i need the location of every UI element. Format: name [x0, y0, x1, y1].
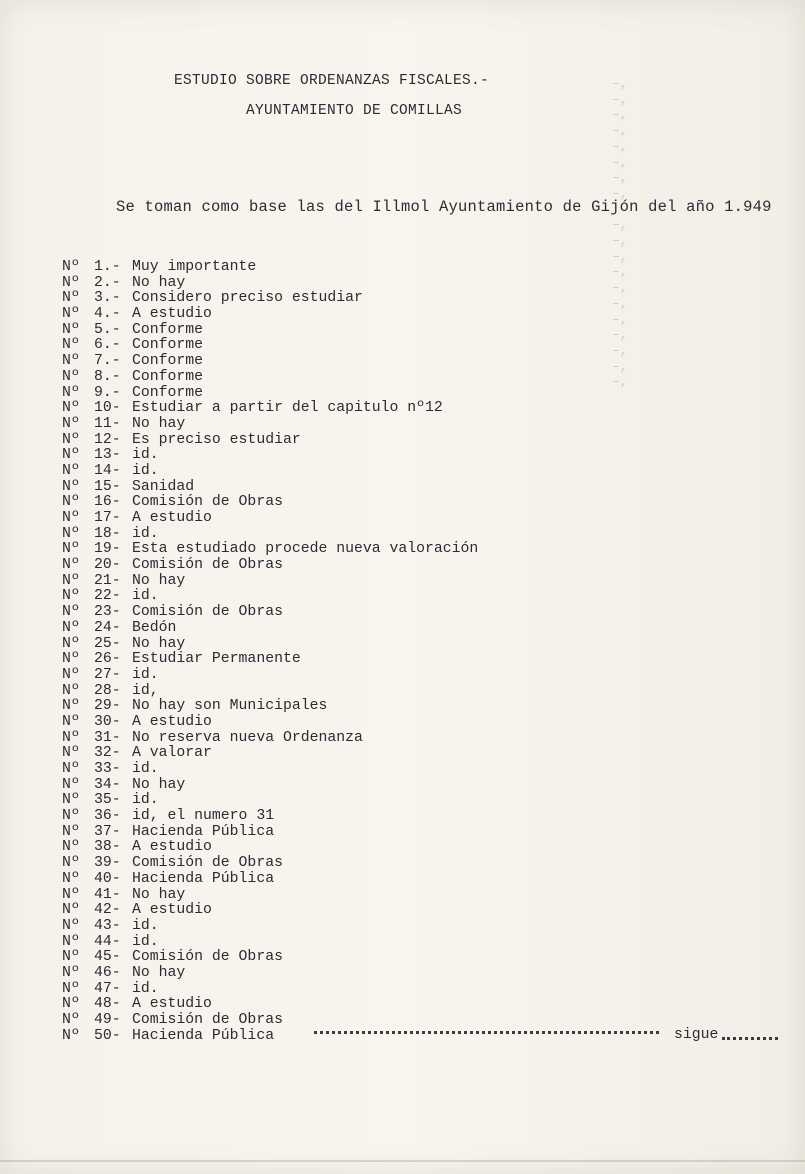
item-prefix: Nº	[62, 541, 80, 558]
item-text: Estudiar Permanente	[132, 651, 301, 668]
item-prefix: Nº	[62, 980, 80, 997]
list-item	[62, 872, 478, 888]
list-item	[62, 762, 478, 778]
item-prefix: Nº	[62, 462, 80, 479]
item-prefix: Nº	[62, 839, 80, 856]
item-text: id.	[132, 462, 159, 479]
item-text: id.	[132, 761, 159, 777]
item-text: No hay	[132, 572, 186, 589]
item-number: 31-	[94, 729, 121, 746]
item-text: Hacienda Pública	[132, 823, 275, 840]
list-item	[62, 731, 478, 747]
item-number: 43-	[94, 917, 121, 934]
list-item	[62, 354, 478, 370]
item-prefix: Nº	[62, 666, 80, 683]
item-prefix: Nº	[62, 964, 80, 981]
item-number: 37-	[94, 823, 121, 840]
item-text: Comisión de Obras	[132, 557, 283, 574]
intro-text: Se toman como base las del Illmol Ayuntamiento de Gijón del año 1.949	[116, 198, 772, 216]
list-item	[62, 935, 478, 951]
item-number: 22-	[94, 588, 121, 605]
list-item	[62, 652, 478, 668]
item-text: A estudio	[132, 902, 212, 919]
list-item	[62, 527, 478, 543]
list-item	[62, 684, 478, 700]
list-item	[62, 825, 478, 841]
item-prefix: Nº	[62, 494, 80, 511]
list-item	[62, 668, 478, 684]
list-item	[62, 291, 478, 307]
item-number: 40-	[94, 870, 121, 887]
list-item	[62, 888, 478, 904]
item-text: Conforme	[132, 321, 204, 338]
item-text: Hacienda Pública	[132, 870, 275, 887]
item-text: Comisión de Obras	[132, 949, 283, 966]
item-text: Comisión de Obras	[132, 604, 283, 621]
item-number: 19-	[94, 541, 121, 558]
item-number: 20-	[94, 557, 121, 574]
item-number: 4.-	[94, 306, 121, 323]
item-number: 33-	[94, 761, 121, 777]
item-text: Comisión de Obras	[132, 494, 283, 511]
item-prefix: Nº	[62, 1027, 80, 1044]
item-number: 7.-	[94, 353, 121, 370]
list-item	[62, 574, 478, 590]
bleed-through-marks: ‒, ‒, ‒, ‒, ‒, ‒, ‒, ‒, ‒, ‒, ‒, ‒, ‒, ‒, ‒, ‒, ‒, ‒, ‒,	[612, 76, 628, 390]
item-text: id.	[132, 666, 159, 683]
list-item	[62, 307, 478, 323]
item-text: id.	[132, 917, 159, 934]
item-number: 41-	[94, 886, 121, 903]
list-item	[62, 417, 478, 433]
item-number: 47-	[94, 980, 121, 997]
item-number: 6.-	[94, 337, 121, 354]
item-prefix: Nº	[62, 274, 80, 291]
list-item	[62, 558, 478, 574]
item-prefix: Nº	[62, 823, 80, 840]
item-prefix: Nº	[62, 933, 80, 950]
item-prefix: Nº	[62, 368, 80, 385]
list-item	[62, 605, 478, 621]
item-number: 11-	[94, 415, 121, 432]
item-number: 49-	[94, 1012, 121, 1028]
item-text: No hay	[132, 776, 186, 793]
item-number: 36-	[94, 808, 121, 825]
item-prefix: Nº	[62, 917, 80, 934]
item-text: No hay	[132, 635, 186, 652]
item-number: 27-	[94, 666, 121, 683]
item-number: 10-	[94, 400, 121, 417]
continues-dots	[722, 1037, 778, 1040]
item-text: Comisión de Obras	[132, 855, 283, 872]
item-number: 32-	[94, 745, 121, 762]
item-prefix: Nº	[62, 384, 80, 401]
item-text: A estudio	[132, 510, 212, 526]
items-list	[62, 260, 478, 1044]
dotted-leader	[314, 1031, 659, 1034]
item-number: 26-	[94, 651, 121, 668]
list-item	[62, 370, 478, 386]
item-number: 1.-	[94, 259, 121, 275]
item-text: Sanidad	[132, 478, 195, 495]
list-item	[62, 386, 478, 402]
item-prefix: Nº	[62, 635, 80, 652]
item-prefix: Nº	[62, 761, 80, 777]
list-item	[62, 997, 478, 1013]
list-item	[62, 950, 478, 966]
list-item	[62, 276, 478, 292]
item-number: 35-	[94, 792, 121, 809]
item-text: id.	[132, 933, 159, 950]
list-item	[62, 919, 478, 935]
item-prefix: Nº	[62, 808, 80, 825]
item-prefix: Nº	[62, 619, 80, 636]
item-text: id, el numero 31	[132, 808, 275, 825]
item-prefix: Nº	[62, 510, 80, 526]
item-prefix: Nº	[62, 306, 80, 323]
list-item	[62, 464, 478, 480]
item-number: 38-	[94, 839, 121, 856]
list-item	[62, 495, 478, 511]
item-number: 39-	[94, 855, 121, 872]
list-item	[62, 589, 478, 605]
item-prefix: Nº	[62, 713, 80, 730]
item-number: 18-	[94, 525, 121, 542]
item-prefix: Nº	[62, 447, 80, 464]
item-prefix: Nº	[62, 1012, 80, 1028]
item-text: No hay	[132, 274, 186, 291]
item-text: Conforme	[132, 337, 204, 354]
item-prefix: Nº	[62, 792, 80, 809]
item-prefix: Nº	[62, 745, 80, 762]
item-prefix: Nº	[62, 415, 80, 432]
item-text: id.	[132, 588, 159, 605]
list-item	[62, 699, 478, 715]
paper-crease	[0, 1160, 805, 1162]
list-item	[62, 809, 478, 825]
list-item	[62, 480, 478, 496]
item-prefix: Nº	[62, 525, 80, 542]
list-item	[62, 260, 478, 276]
list-item	[62, 903, 478, 919]
item-prefix: Nº	[62, 321, 80, 338]
item-text: id.	[132, 447, 159, 464]
item-number: 21-	[94, 572, 121, 589]
item-text: Considero preciso estudiar	[132, 290, 363, 307]
item-number: 16-	[94, 494, 121, 511]
item-text: id.	[132, 525, 159, 542]
list-item	[62, 338, 478, 354]
item-text: Muy importante	[132, 259, 257, 275]
item-text: No reserva nueva Ordenanza	[132, 729, 363, 746]
list-item	[62, 856, 478, 872]
item-text: Esta estudiado procede nueva valoración	[132, 541, 479, 558]
item-text: No hay son Municipales	[132, 698, 328, 715]
item-number: 9.-	[94, 384, 121, 401]
item-number: 25-	[94, 635, 121, 652]
item-prefix: Nº	[62, 588, 80, 605]
item-prefix: Nº	[62, 996, 80, 1013]
item-text: Conforme	[132, 384, 204, 401]
item-prefix: Nº	[62, 855, 80, 872]
list-item	[62, 1013, 478, 1029]
item-text: id.	[132, 792, 159, 809]
item-number: 50-	[94, 1027, 121, 1044]
item-number: 13-	[94, 447, 121, 464]
item-number: 34-	[94, 776, 121, 793]
item-text: Es preciso estudiar	[132, 431, 301, 448]
list-item	[62, 542, 478, 558]
item-text: A estudio	[132, 713, 212, 730]
item-text: A estudio	[132, 839, 212, 856]
list-item	[62, 778, 478, 794]
item-text: A estudio	[132, 996, 212, 1013]
item-prefix: Nº	[62, 337, 80, 354]
item-prefix: Nº	[62, 557, 80, 574]
item-number: 44-	[94, 933, 121, 950]
item-number: 8.-	[94, 368, 121, 385]
list-item	[62, 433, 478, 449]
item-number: 17-	[94, 510, 121, 526]
item-prefix: Nº	[62, 259, 80, 275]
item-number: 2.-	[94, 274, 121, 291]
item-text: Conforme	[132, 368, 204, 385]
list-item	[62, 511, 478, 527]
list-item	[62, 746, 478, 762]
item-number: 12-	[94, 431, 121, 448]
list-item	[62, 401, 478, 417]
item-text: Conforme	[132, 353, 204, 370]
item-prefix: Nº	[62, 949, 80, 966]
item-prefix: Nº	[62, 400, 80, 417]
item-number: 14-	[94, 462, 121, 479]
item-prefix: Nº	[62, 353, 80, 370]
item-number: 15-	[94, 478, 121, 495]
item-number: 23-	[94, 604, 121, 621]
item-prefix: Nº	[62, 698, 80, 715]
item-prefix: Nº	[62, 902, 80, 919]
item-number: 46-	[94, 964, 121, 981]
item-prefix: Nº	[62, 478, 80, 495]
document-subtitle: AYUNTAMIENTO DE COMILLAS	[246, 103, 463, 119]
item-prefix: Nº	[62, 651, 80, 668]
item-number: 5.-	[94, 321, 121, 338]
item-prefix: Nº	[62, 870, 80, 887]
item-number: 42-	[94, 902, 121, 919]
item-prefix: Nº	[62, 572, 80, 589]
list-item	[62, 621, 478, 637]
item-text: A estudio	[132, 306, 212, 323]
item-number: 30-	[94, 713, 121, 730]
item-number: 29-	[94, 698, 121, 715]
item-prefix: Nº	[62, 604, 80, 621]
item-number: 28-	[94, 682, 121, 699]
item-text: Comisión de Obras	[132, 1012, 283, 1028]
item-text: Estudiar a partir del capitulo nº12	[132, 400, 443, 417]
list-item	[62, 715, 478, 731]
item-text: Bedón	[132, 619, 177, 636]
item-prefix: Nº	[62, 886, 80, 903]
item-text: No hay	[132, 964, 186, 981]
item-prefix: Nº	[62, 682, 80, 699]
list-item	[62, 966, 478, 982]
item-prefix: Nº	[62, 431, 80, 448]
list-item	[62, 840, 478, 856]
item-text: Hacienda Pública	[132, 1027, 275, 1044]
continues-label: sigue	[674, 1027, 719, 1043]
item-prefix: Nº	[62, 290, 80, 307]
item-text: id.	[132, 980, 159, 997]
item-number: 3.-	[94, 290, 121, 307]
list-item	[62, 448, 478, 464]
document-title: ESTUDIO SOBRE ORDENANZAS FISCALES.-	[174, 73, 490, 89]
list-item	[62, 637, 478, 653]
item-text: id,	[132, 682, 159, 699]
list-item	[62, 793, 478, 809]
item-number: 48-	[94, 996, 121, 1013]
item-number: 24-	[94, 619, 121, 636]
item-prefix: Nº	[62, 729, 80, 746]
item-text: No hay	[132, 415, 186, 432]
item-text: No hay	[132, 886, 186, 903]
list-item	[62, 982, 478, 998]
list-item	[62, 323, 478, 339]
item-prefix: Nº	[62, 776, 80, 793]
item-number: 45-	[94, 949, 121, 966]
item-text: A valorar	[132, 745, 212, 762]
